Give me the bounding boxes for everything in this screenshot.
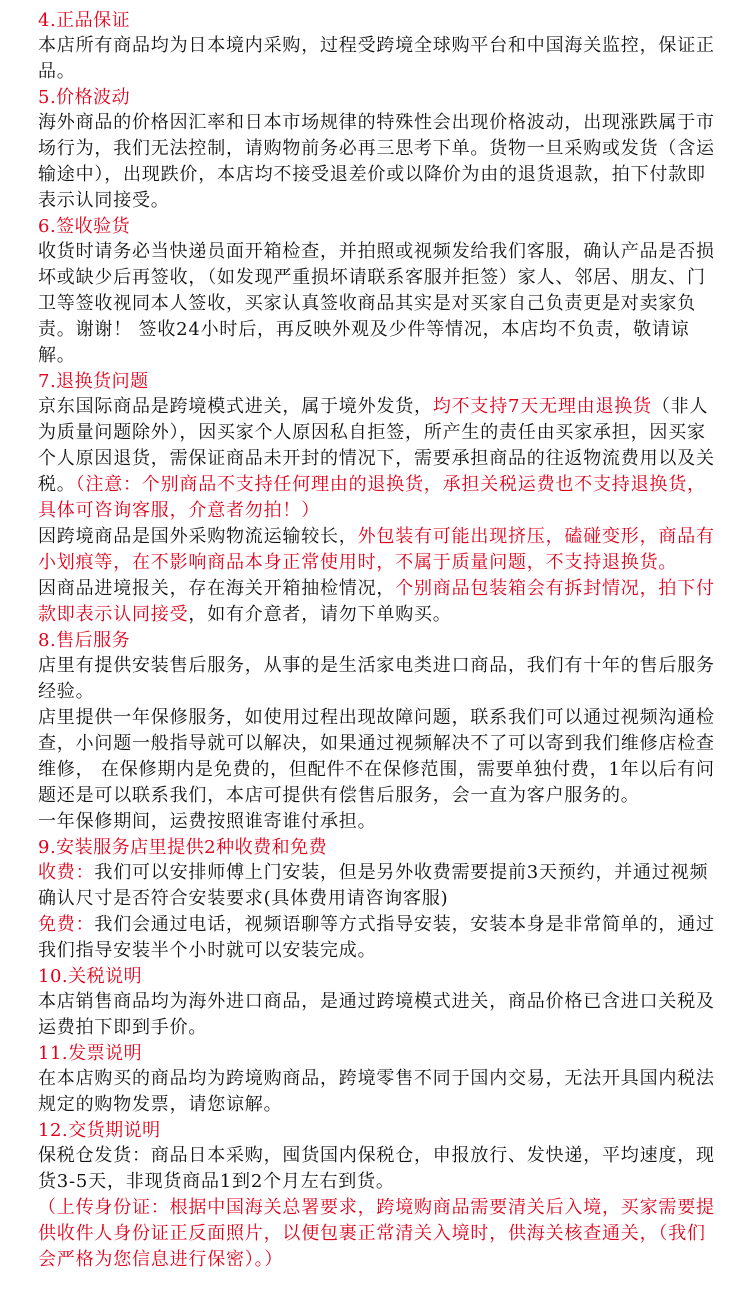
section-paragraph (38, 1066, 720, 1118)
body-text: （非人为质量问题除外），因买家个人原因私自拒签，所产生的责任由买家承担，因买家个人原因退货，需保证商品未开封的情况下，需要承担商品的往返物流费用以及关税。 (38, 396, 715, 495)
section-paragraph (38, 809, 720, 835)
highlighted-text: （上传身份证：根据中国海关总署要求，跨境购商品需要清关后入境，买家需要提供收件人身份证正反面照片，以便包裹正常清关入境时，供海关核查通关，（我们会严格为您信息进行保密）。） (38, 1197, 715, 1270)
highlighted-text: 免费： (38, 914, 95, 935)
body-text: 店里有提供安装售后服务，从事的是生活家电类进口商品，我们有十年的售后服务经验。 (38, 655, 715, 702)
section-heading: 12.交货期说明 (38, 1120, 161, 1141)
policy-section (38, 214, 720, 369)
body-text: 因商品进境报关，存在海关开箱抽检情况， (38, 578, 396, 599)
section-heading: 6.签收验货 (38, 216, 131, 237)
section-paragraph (38, 705, 720, 809)
section-paragraph (38, 989, 720, 1041)
section-heading: 11.发票说明 (38, 1043, 143, 1064)
section-paragraph (38, 653, 720, 705)
section-paragraph (38, 524, 720, 576)
highlighted-text: 均不支持7天无理由退换货 (432, 396, 652, 417)
section-heading: 5.价格波动 (38, 87, 131, 108)
body-text: 本店销售商品均为海外进口商品，是通过跨境模式进关，商品价格已含进口关税及运费拍下即到手价。 (38, 991, 715, 1038)
section-paragraph (38, 394, 720, 524)
section-paragraph (38, 110, 720, 214)
section-heading: 9.安装服务店里提供2种收费和免费 (38, 837, 328, 858)
body-text: 京东国际商品是跨境模式进关，属于境外发货， (38, 396, 433, 417)
section-paragraph (38, 33, 720, 85)
body-text: 我们可以安排师傅上门安装，但是另外收费需要提前3天预约，并通过视频确认尺寸是否符合安装要求(具体费用请咨询客服) (38, 862, 709, 909)
policy-section (38, 85, 720, 214)
body-text: 收货时请务必当快递员面开箱检查，并拍照或视频发给我们客服，确认产品是否损坏或缺少后再签收，（如发现严重损坏请联系客服并拒签）家人、邻居、朋友、门卫等签收视同本人签收，买家认真签收商品其实是对买家自己负责更是对卖家负责。谢谢！ 签收24小时后，再反映外观及少件等情况，本店均不负责，敬请谅解。 (38, 241, 715, 366)
body-text: 一年保修期间，运费按照谁寄谁付承担。 (38, 811, 377, 832)
section-heading: 10.关税说明 (38, 966, 143, 987)
highlighted-text: 外包装有可能出现挤压，磕碰变形，商品有小划痕等，在不影响商品本身正常使用时，不属于质量问题，不支持退换货。 (38, 526, 715, 573)
section-paragraph (38, 576, 720, 628)
policy-section (38, 369, 720, 628)
policy-section (38, 964, 720, 1041)
section-paragraph (38, 1143, 720, 1195)
section-heading: 4.正品保证 (38, 10, 131, 31)
highlighted-text: 个别商品包装箱会有拆封情况，拍下付款即表示认同接受 (38, 578, 715, 625)
body-text: 我们会通过电话，视频语聊等方式指导安装，安装本身是非常简单的，通过我们指导安装半个小时就可以安装完成。 (38, 914, 715, 961)
section-paragraph (38, 912, 720, 964)
policy-section (38, 1118, 720, 1273)
highlighted-text: （注意：个别商品不支持任何理由的退换货，承担关税运费也不支持退换货，具体可咨询客服，介意者勿拍！） (38, 474, 706, 521)
policy-section (38, 1041, 720, 1118)
policy-section (38, 8, 720, 85)
section-paragraph (38, 860, 720, 912)
body-text: 海外商品的价格因汇率和日本市场规律的特殊性会出现价格波动，出现涨跌属于市场行为，我们无法控制，请购物前务必再三思考下单。货物一旦采购或发货（含运输途中），出现跌价，本店均不接受退差价或以降价为由的退货退款，拍下付款即表示认同接受。 (38, 112, 715, 211)
section-paragraph (38, 1195, 720, 1273)
section-paragraph (38, 239, 720, 369)
body-text: 在本店购买的商品均为跨境购商品，跨境零售不同于国内交易，无法开具国内税法规定的购物发票，请您谅解。 (38, 1068, 715, 1115)
policy-section (38, 835, 720, 964)
section-heading: 8.售后服务 (38, 630, 131, 651)
highlighted-text: 收费： (38, 862, 95, 883)
body-text: 本店所有商品均为日本境内采购，过程受跨境全球购平台和中国海关监控，保证正品。 (38, 35, 715, 82)
body-text: 店里提供一年保修服务，如使用过程出现故障问题，联系我们可以通过视频沟通检查，小问题一般指导就可以解决，如果通过视频解决不了可以寄到我们维修店检查维修， 在保修期内是免费的，但配件不在保修范围，需要单独付费，1年以后有问题还是可以联系我们，本店可提供有偿售后服务，会一直为客户服务的。 (38, 707, 715, 806)
body-text: 因跨境商品是国外采购物流运输较长， (38, 526, 358, 547)
body-text: ，如有介意者，请勿下单购买。 (188, 604, 452, 625)
section-heading: 7.退换货问题 (38, 371, 149, 392)
body-text: 保税仓发货：商品日本采购，囤货国内保税仓，申报放行、发快递，平均速度，现货3-5天，非现货商品1到2个月左右到货。 (38, 1145, 715, 1192)
policy-section (38, 628, 720, 835)
